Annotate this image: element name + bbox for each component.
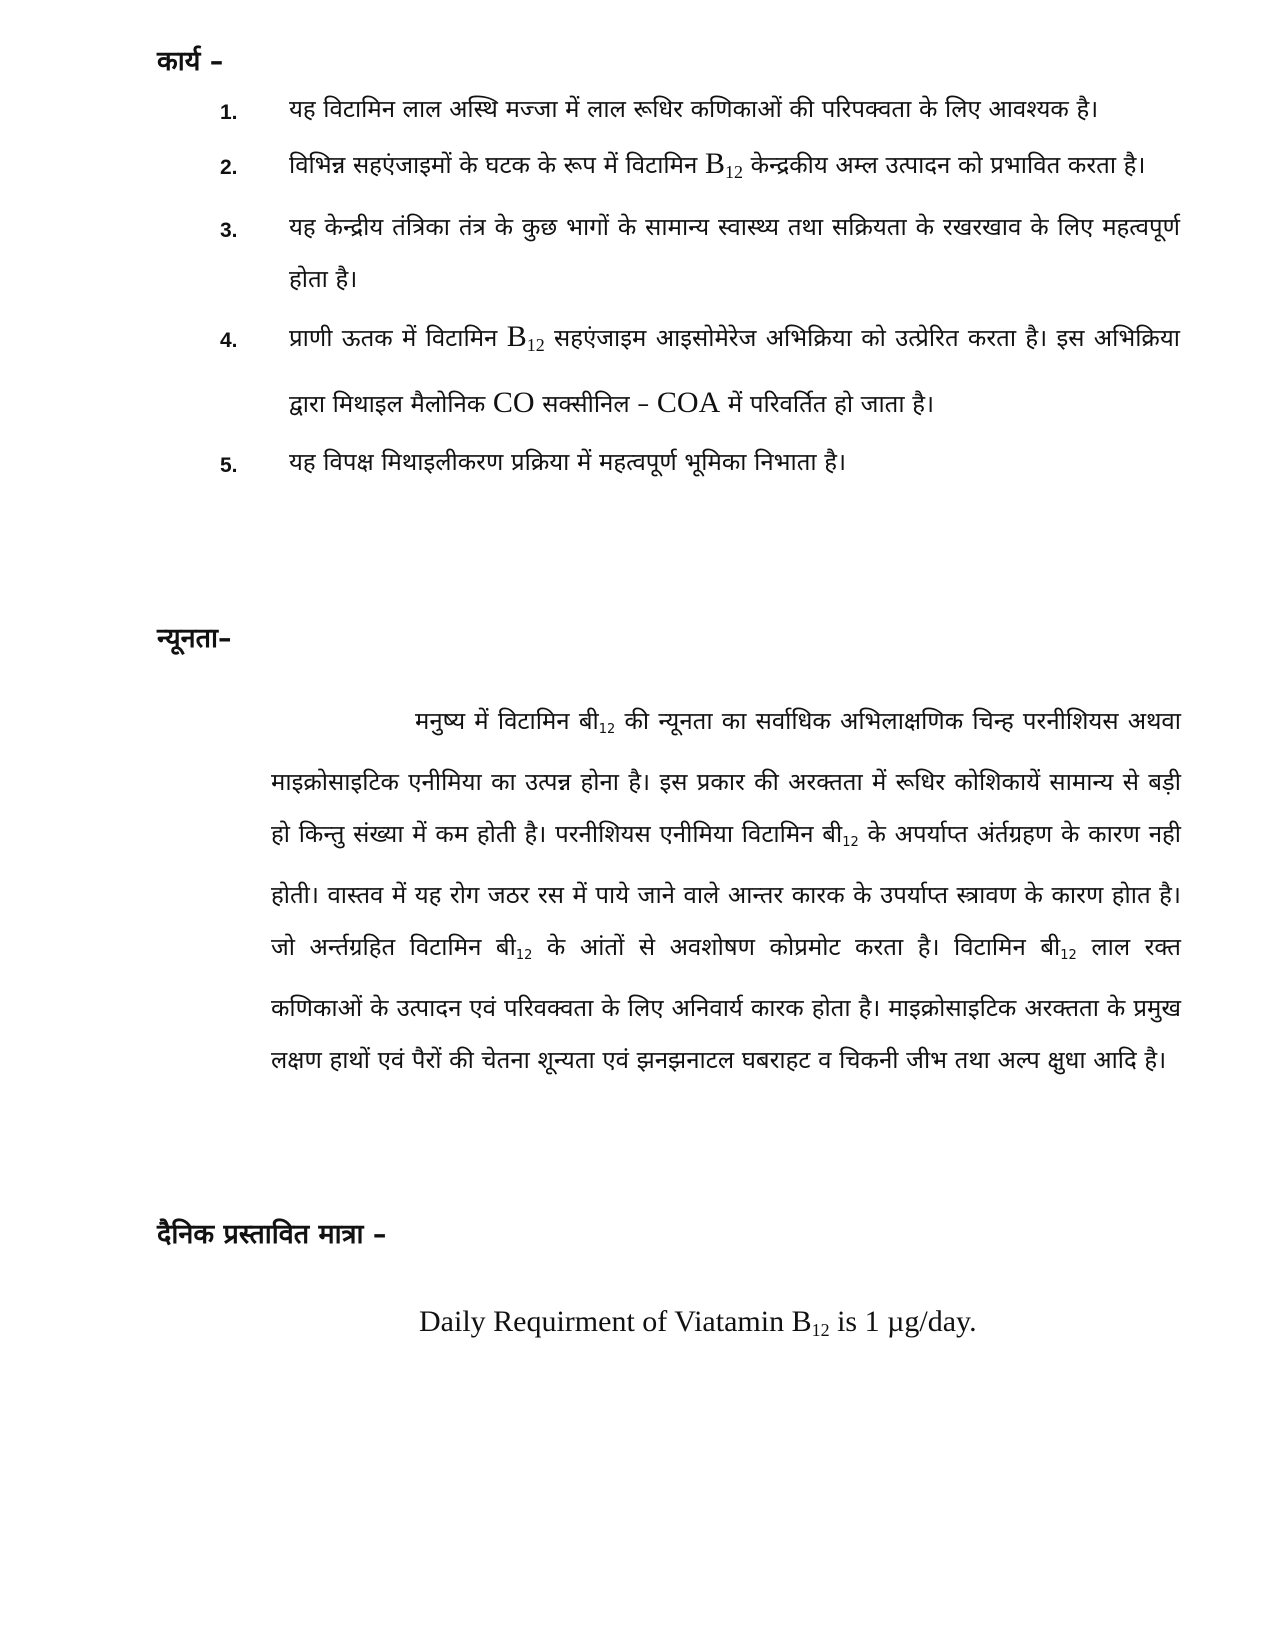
list-item xyxy=(220,83,1180,135)
list-text: सक्सीनिल – xyxy=(534,390,657,418)
subscript: 12 xyxy=(842,835,859,850)
heading-functions: कार्य – xyxy=(157,46,224,77)
list-number: 4. xyxy=(220,329,238,352)
list-text: प्राणी ऊतक में विटामिन xyxy=(289,324,507,352)
daily-requirement xyxy=(419,1302,977,1350)
list-text: यह विपक्ष मिथाइलीकरण प्रक्रिया में महत्वपूर्ण भूमिका निभाता है। xyxy=(289,448,847,476)
deficiency-paragraph xyxy=(271,695,1181,1086)
paragraph-text: मनुष्य में विटामिन बी xyxy=(415,707,599,735)
list-text: विभिन्न सहएंजाइमों के घटक के रूप में विटामिन xyxy=(289,151,705,179)
heading-deficiency: न्यूनता– xyxy=(157,623,232,654)
b-letter: B xyxy=(506,320,527,353)
list-item xyxy=(220,308,1180,433)
paragraph-text: की न्यूनता का सर्वाधिक अभिलाक्षणिक चिन्ह परनीशियस अथवा माइक्रोसाइटिक एनीमिया का उत्पन्न होना है। इस प्रकार की अरक्तता में रूधिर कोशिकायें सामान्य से बड़ी हो किन्तु संख्या में कम होती है। परनीशियस एनीमिया विटामिन बी xyxy=(271,707,1181,848)
functions-list xyxy=(220,83,1180,491)
list-text: यह विटामिन लाल अस्थि मज्जा में लाल रूधिर कणिकाओं की परिपक्वता के लिए आवश्यक है। xyxy=(289,95,1099,123)
co-symbol: CO xyxy=(492,386,535,419)
subscript: 12 xyxy=(1060,948,1077,963)
paragraph-text: लाल रक्त कणिकाओं के उत्पादन एवं परिवक्वता के लिए अनिवार्य कारक होता है। माइक्रोसाइटिक अरक्तता के प्रमुख लक्षण हाथों एवं पैरों की चेतना शून्यता एवं झनझनाटल घबराहट व चिकनी जीभ तथा अल्प क्षुधा आदि है। xyxy=(271,933,1181,1074)
b-letter: B xyxy=(704,147,725,180)
b-subscript: 12 xyxy=(724,162,743,182)
daily-text: is 1 µg/day. xyxy=(829,1305,977,1338)
b12-symbol xyxy=(705,147,743,180)
paragraph-text: के आंतों से अवशोषण कोप्रमोट करता है। विटामिन बी xyxy=(532,933,1061,961)
subscript: 12 xyxy=(598,722,616,737)
list-text: केन्द्रकीय अम्ल उत्पादन को प्रभावित करता है। xyxy=(742,151,1146,179)
subscript: 12 xyxy=(515,948,533,963)
list-number: 1. xyxy=(220,101,238,124)
paragraph-text: के अपर्याप्त अंर्तग्रहण के कारण नही होती। वास्तव में यह रोग जठर रस में पाये जाने वाले आन्तर कारक के उपर्याप्त स्त्रावण के कारण होात है। जो अर्न्तग्रहित विटामिन बी xyxy=(271,820,1181,961)
b12-symbol xyxy=(507,320,545,353)
list-number: 5. xyxy=(220,454,238,477)
list-item xyxy=(220,201,1180,305)
heading-daily-dose: दैनिक प्रस्तावित मात्रा – xyxy=(157,1219,387,1250)
list-item xyxy=(220,138,1180,198)
coa-symbol: COA xyxy=(656,386,721,419)
list-item xyxy=(220,436,1180,488)
list-text: सहएंजाइम आइसोमेरेज अभिक्रिया को उत्प्रेरित करता है। इस अभिक्रिया द्वारा मिथाइल मैलोनिक xyxy=(289,324,1180,418)
list-number: 3. xyxy=(220,219,238,242)
list-number: 2. xyxy=(220,156,238,179)
list-text: में परिवर्तित हो जाता है। xyxy=(720,390,935,418)
daily-subscript: 12 xyxy=(811,1320,830,1340)
daily-text: Daily Requirment of Viatamin B xyxy=(419,1305,812,1338)
b-subscript: 12 xyxy=(526,335,545,355)
list-text: यह केन्द्रीय तंत्रिका तंत्र के कुछ भागों के सामान्य स्वास्थ्य तथा सक्रियता के रखरखाव के लिए महत्वपूर्ण होता है। xyxy=(289,213,1180,293)
